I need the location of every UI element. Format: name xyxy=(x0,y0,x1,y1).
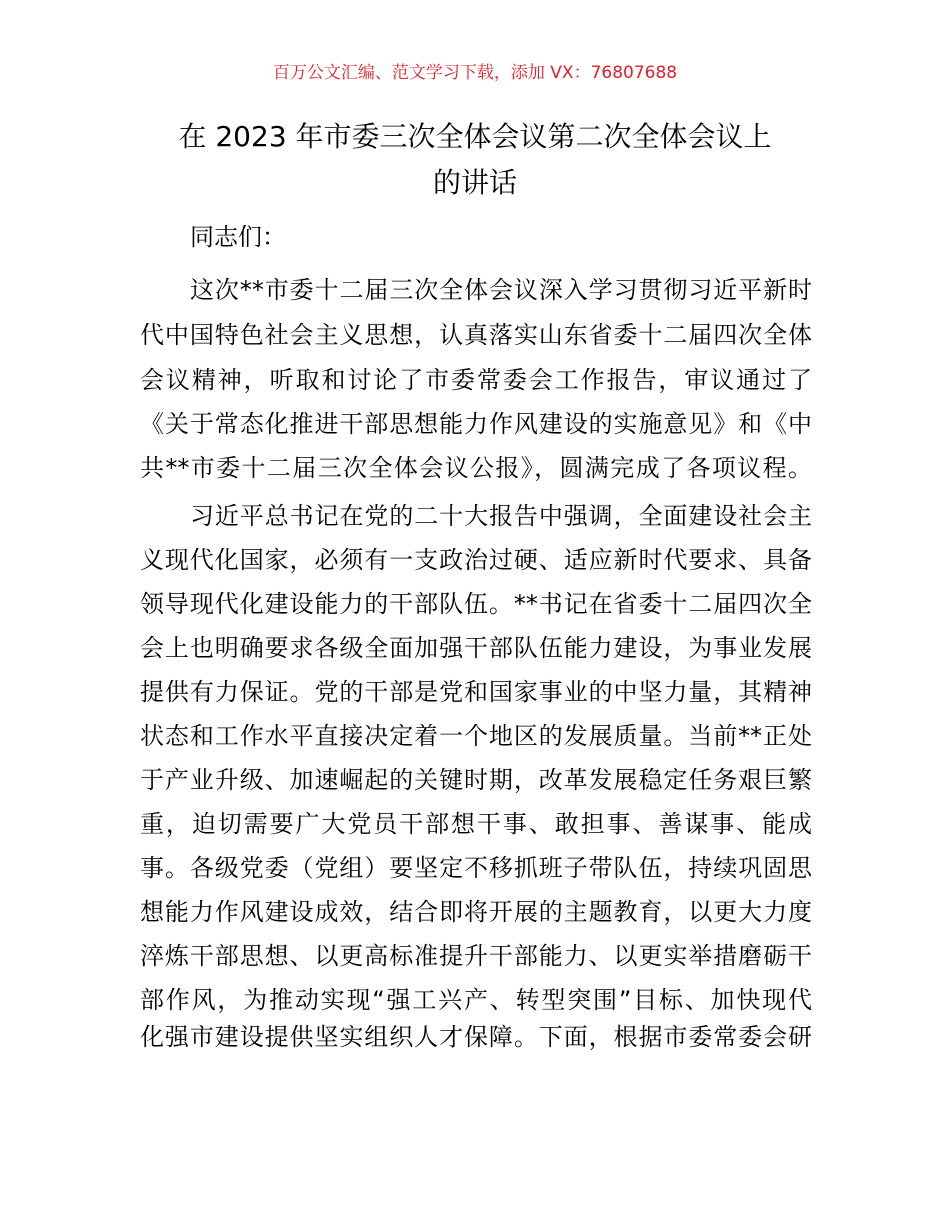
text-line: 会议精神，听取和讨论了市委常委会工作报告，审议通过了 xyxy=(140,366,812,394)
text-line: 共**市委十二届三次全体会议公报》，圆满完成了各项议程。 xyxy=(140,454,812,482)
text-line: 义现代化国家，必须有一支政治过硬、适应新时代要求、具备 xyxy=(140,546,812,574)
watermark-header: 百万公文汇编、范文学习下载，添加 VX：76807688 xyxy=(272,63,678,83)
title-line-2: 的讲话 xyxy=(432,166,517,199)
text-line: 习近平总书记在党的二十大报告中强调，全面建设社会主 xyxy=(190,502,812,530)
title-line-1: 在 2023 年市委三次全体会议第二次全体会议上 xyxy=(178,120,772,153)
salutation: 同志们： xyxy=(190,223,286,251)
document-title xyxy=(120,114,830,206)
text-line: 化强市建设提供坚实组织人才保障。下面，根据市委常委会研 xyxy=(140,1023,812,1051)
text-line: 事。各级党委（党组）要坚定不移抓班子带队伍，持续巩固思 xyxy=(140,854,812,882)
text-line: 领导现代化建设能力的干部队伍。**书记在省委十二届四次全 xyxy=(140,590,812,618)
text-line: 状态和工作水平直接决定着一个地区的发展质量。当前**正处 xyxy=(140,722,812,750)
text-line: 重，迫切需要广大党员干部想干事、敢担事、善谋事、能成 xyxy=(140,810,812,838)
text-line: 想能力作风建设成效，结合即将开展的主题教育，以更大力度 xyxy=(140,898,812,926)
text-line: 这次**市委十二届三次全体会议深入学习贯彻习近平新时 xyxy=(190,276,812,304)
text-line: 部作风，为推动实现“强工兴产、转型突围”目标、加快现代 xyxy=(140,986,812,1014)
text-line: 淬炼干部思想、以更高标准提升干部能力、以更实举措磨砺干 xyxy=(140,942,812,970)
text-line: 会上也明确要求各级全面加强干部队伍能力建设，为事业发展 xyxy=(140,634,812,662)
text-line: 提供有力保证。党的干部是党和国家事业的中坚力量，其精神 xyxy=(140,678,812,706)
text-line: 于产业升级、加速崛起的关键时期，改革发展稳定任务艰巨繁 xyxy=(140,766,812,794)
text-line: 《关于常态化推进干部思想能力作风建设的实施意见》和《中 xyxy=(140,410,812,438)
text-line: 代中国特色社会主义思想，认真落实山东省委十二届四次全体 xyxy=(140,321,812,349)
